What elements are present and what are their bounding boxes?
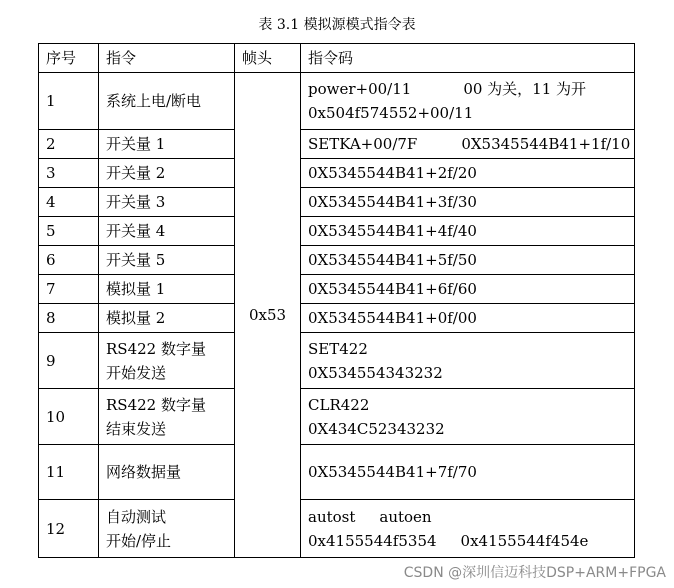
- table-header-row: [39, 44, 635, 73]
- code-part: autost: [308, 507, 356, 526]
- code-part: 0x4155544f454e: [460, 531, 589, 550]
- code-line: [308, 219, 634, 243]
- table-row: [39, 217, 635, 246]
- cmd-line: 结束发送: [106, 419, 167, 438]
- code-part: 0X5345544B41+1f/10: [461, 135, 631, 153]
- cell-cmd: [99, 389, 235, 445]
- table-row: [39, 500, 635, 558]
- code-part: SET422: [308, 339, 368, 358]
- code-line: [308, 529, 634, 553]
- cell-code: [301, 500, 635, 558]
- code-part: 0X5345544B41+4f/40: [308, 222, 477, 240]
- cell-cmd: [99, 159, 235, 188]
- cell-code: [301, 333, 635, 389]
- cmd-line: 自动测试: [106, 507, 167, 526]
- cell-code: [301, 217, 635, 246]
- code-part: 0X434C52343232: [308, 419, 445, 438]
- cell-seq: 1: [39, 73, 99, 130]
- table-row: [39, 159, 635, 188]
- code-part: power+00/11: [308, 80, 412, 98]
- cell-seq: 3: [39, 159, 99, 188]
- cell-seq: 5: [39, 217, 99, 246]
- code-line: [308, 306, 634, 330]
- table-row: [39, 130, 635, 159]
- cmd-line: RS422 数字量: [106, 395, 206, 414]
- code-line: [308, 77, 634, 101]
- table-row: [39, 275, 635, 304]
- table-row: [39, 246, 635, 275]
- cell-cmd: [99, 73, 235, 130]
- cmd-line: 开关量 4: [106, 222, 166, 240]
- table-row: [39, 304, 635, 333]
- code-part: 0X5345544B41+2f/20: [308, 164, 477, 182]
- cell-seq: 10: [39, 389, 99, 445]
- cell-code: [301, 275, 635, 304]
- table-row: [39, 73, 635, 130]
- cell-seq: 8: [39, 304, 99, 333]
- table-body: [39, 73, 635, 558]
- cell-seq: 12: [39, 500, 99, 558]
- cell-code: [301, 445, 635, 500]
- code-part: 0x504f574552+00/11: [308, 104, 474, 122]
- cell-code: [301, 246, 635, 275]
- cell-seq: 11: [39, 445, 99, 500]
- cell-seq: 9: [39, 333, 99, 389]
- code-part: 0X5345544B41+7f/70: [308, 463, 477, 481]
- cell-code: [301, 188, 635, 217]
- cmd-line: 开关量 3: [106, 193, 166, 211]
- cmd-line: 开关量 1: [106, 135, 166, 153]
- code-part: SETKA+00/7F: [308, 135, 418, 153]
- cmd-line: 系统上电/断电: [106, 92, 202, 110]
- header-seq: 序号: [39, 44, 99, 73]
- cell-frame-header: 0x53: [235, 73, 301, 558]
- header-code: 指令码: [301, 44, 635, 73]
- code-line: [308, 101, 634, 125]
- code-part: 00 为关，11 为开: [463, 80, 587, 98]
- watermark: CSDN @深圳信迈科技DSP+ARM+FPGA: [403, 565, 666, 581]
- cell-cmd: [99, 500, 235, 558]
- cell-code: [301, 389, 635, 445]
- code-part: 0X5345544B41+6f/60: [308, 280, 477, 298]
- command-table: [38, 43, 635, 558]
- code-line: [308, 277, 634, 301]
- code-part: 0x4155544f5354: [308, 531, 437, 550]
- cmd-line: 模拟量 2: [106, 309, 166, 327]
- cell-cmd: [99, 188, 235, 217]
- cell-cmd: [99, 130, 235, 159]
- cmd-line: 模拟量 1: [106, 280, 166, 298]
- code-line: [308, 505, 634, 529]
- code-line: [308, 190, 634, 214]
- code-line: [308, 393, 634, 417]
- cell-cmd: [99, 246, 235, 275]
- table-caption: 表 3.1 模拟源模式指令表: [258, 17, 416, 33]
- cell-code: [301, 304, 635, 333]
- cmd-line: 开关量 2: [106, 164, 166, 182]
- table-row: [39, 188, 635, 217]
- cell-seq: 2: [39, 130, 99, 159]
- code-line: [308, 132, 634, 156]
- table-row: [39, 389, 635, 445]
- cell-code: [301, 159, 635, 188]
- code-line: [308, 337, 634, 361]
- table-row: [39, 445, 635, 500]
- code-part: 0X5345544B41+3f/30: [308, 193, 477, 211]
- cell-cmd: [99, 217, 235, 246]
- cell-code: [301, 73, 635, 130]
- cmd-line: RS422 数字量: [106, 339, 206, 358]
- code-part: 0X534554343232: [308, 363, 443, 382]
- code-part: 0X5345544B41+5f/50: [308, 251, 477, 269]
- code-part: autoen: [379, 507, 432, 526]
- cmd-line: 开关量 5: [106, 251, 166, 269]
- cmd-line: 开始/停止: [106, 531, 172, 550]
- cell-seq: 7: [39, 275, 99, 304]
- code-part: 0X5345544B41+0f/00: [308, 309, 477, 327]
- cell-cmd: [99, 275, 235, 304]
- cell-code: [301, 130, 635, 159]
- code-line: [308, 460, 634, 484]
- header-cmd: 指令: [99, 44, 235, 73]
- cell-seq: 4: [39, 188, 99, 217]
- header-frame: 帧头: [235, 44, 301, 73]
- code-line: [308, 161, 634, 185]
- cell-cmd: [99, 304, 235, 333]
- cell-cmd: [99, 333, 235, 389]
- code-line: [308, 248, 634, 272]
- cmd-line: 网络数据量: [106, 463, 182, 481]
- cmd-line: 开始发送: [106, 363, 167, 382]
- table-row: [39, 333, 635, 389]
- code-line: [308, 417, 634, 441]
- code-line: [308, 361, 634, 385]
- cell-seq: 6: [39, 246, 99, 275]
- cell-cmd: [99, 445, 235, 500]
- code-part: CLR422: [308, 395, 370, 414]
